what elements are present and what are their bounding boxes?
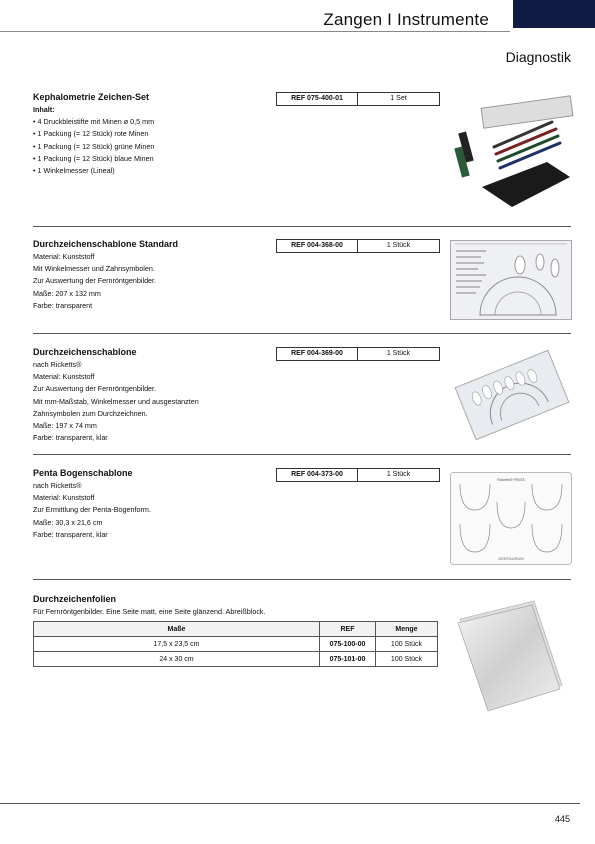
table-header-cell: Maße <box>34 622 320 637</box>
product-line: Farbe: transparent <box>33 300 93 310</box>
product-title: Durchzeichenschablone <box>33 347 137 357</box>
section-divider <box>33 454 571 455</box>
table-row <box>34 652 438 667</box>
product-title: Kephalometrie Zeichen-Set <box>33 92 150 102</box>
product-line: Material: Kunststoff <box>33 493 95 503</box>
table-row <box>34 637 438 652</box>
penta-template-image <box>450 472 572 565</box>
template-ricketts-image <box>448 345 576 445</box>
ref-box <box>276 239 440 253</box>
ref-number: REF 004-369-00 <box>277 348 358 360</box>
product-line: • 4 Druckbleistifte mit Minen ø 0,5 mm <box>33 117 155 127</box>
product-line: nach Ricketts® <box>33 360 82 369</box>
product-line: Für Fernröntgenbilder. Eine Seite matt, eine Seite glänzend. Abreißblock. <box>33 607 266 616</box>
ref-box <box>276 468 440 482</box>
ref-number: REF 004-368-00 <box>277 240 358 252</box>
ref-number: REF 004-373-00 <box>277 469 358 481</box>
ref-quantity: 1 Set <box>390 95 407 102</box>
product-line: nach Ricketts® <box>33 481 82 490</box>
ref-quantity: 1 Stück <box>386 471 411 478</box>
section-divider <box>33 579 571 580</box>
product-title: Durchzeichenschablone Standard <box>33 239 179 249</box>
table-cell: 100 Stück <box>376 637 438 652</box>
folien-table <box>33 621 438 667</box>
product-line: Material: Kunststoff <box>33 252 95 261</box>
page-header-title: Zangen I Instrumente <box>323 10 489 29</box>
table-header-row <box>34 622 438 637</box>
header-divider <box>0 31 510 32</box>
product-line: Maße: 207 x 132 mm <box>33 288 101 298</box>
product-line: Zur Auswertung der Fernröntgenbilder. <box>33 384 157 394</box>
ref-quantity: 1 Stück <box>386 350 411 357</box>
table-cell: 17,5 x 23,5 cm <box>34 637 320 652</box>
product-line: • 1 Packung (= 12 Stück) grüne Minen <box>33 141 155 151</box>
ref-box <box>276 347 440 361</box>
ref-number: REF 075-400-01 <box>277 93 358 105</box>
product-line: Maße: 30,3 x 21,6 cm <box>33 517 103 527</box>
product-line: • 1 Packung (= 12 Stück) blaue Minen <box>33 153 154 163</box>
product-line: Zahnsymbolen zum Durchzeichnen. <box>33 408 148 418</box>
ref-quantity: 1 Stück <box>386 242 411 249</box>
header-color-bar <box>513 0 595 28</box>
product-line: Zur Ermittlung der Penta-Bogenform. <box>33 505 151 515</box>
product-title: Durchzeichenfolien <box>33 594 117 604</box>
product-line: Material: Kunststoff <box>33 372 95 382</box>
section-divider <box>33 333 571 334</box>
product-line: Farbe: transparent, klar <box>33 433 108 443</box>
table-cell: 075-101-00 <box>320 652 376 667</box>
product-line: • 1 Packung (= 12 Stück) rote Minen <box>33 129 149 139</box>
page-number: 445 <box>554 814 570 824</box>
product-line: Farbe: transparent, klar <box>33 529 108 539</box>
table-cell: 075-100-00 <box>320 637 376 652</box>
section-divider <box>33 226 571 227</box>
ref-box <box>276 92 440 106</box>
product-line: Maße: 197 x 74 mm <box>33 421 97 431</box>
product-title: Penta Bogenschablone <box>33 468 133 478</box>
table-cell: 24 x 30 cm <box>34 652 320 667</box>
template-standard-image <box>450 240 572 320</box>
table-header-cell: REF <box>320 622 376 637</box>
product-line: Mit mm-Maßstab, Winkelmesser und ausgestanzten <box>33 396 199 406</box>
footer-divider <box>0 803 580 804</box>
penta-template-label: Ricketts® PENTA <box>497 478 525 482</box>
table-cell: 100 Stück <box>376 652 438 667</box>
pencil-set-image <box>452 92 577 210</box>
product-line: Zur Auswertung der Fernröntgenbilder. <box>33 276 157 286</box>
film-sheets-image <box>452 595 570 715</box>
product-line: • 1 Winkelmesser (Lineal) <box>33 166 115 176</box>
product-line: Mit Winkelmesser und Zahnsymbolen. <box>33 264 155 274</box>
section-heading: Diagnostik <box>505 49 571 65</box>
table-header-cell: Menge <box>376 622 438 637</box>
dentaurum-logo: DENTAURUM <box>498 556 524 561</box>
product-line: Inhalt: <box>33 105 55 114</box>
